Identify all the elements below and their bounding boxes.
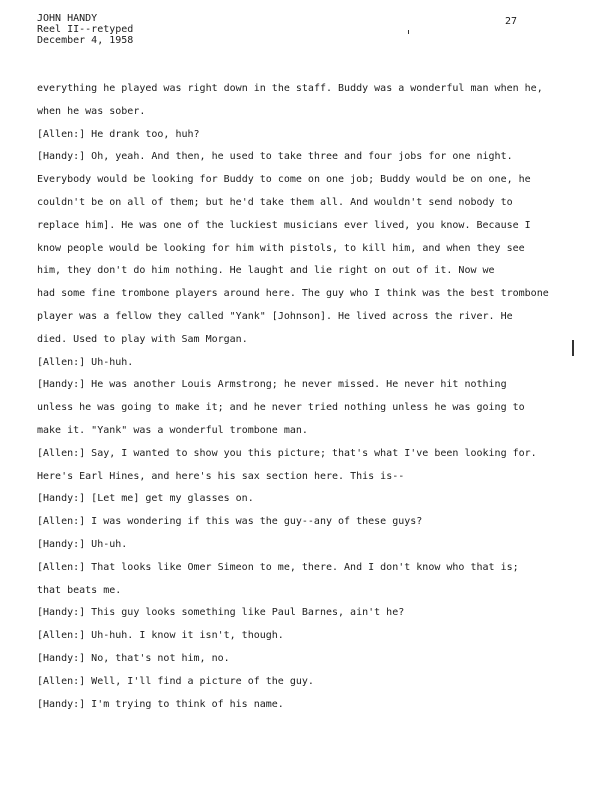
transcript-body [37, 82, 549, 720]
transcript-line [37, 492, 537, 515]
transcript-line [37, 287, 549, 310]
speaker-label: [Handy:] [37, 538, 86, 550]
transcript-line [37, 242, 537, 265]
line-text: replace him]. He was one of the luckiest musicians ever lived, you know. Because I [37, 219, 531, 231]
transcript-line [37, 538, 537, 561]
speaker-label: [Allen:] [37, 447, 86, 459]
line-text: when he was sober. [37, 105, 146, 117]
line-text: That looks like Omer Simeon to me, there. And I don't know who that is; [91, 561, 519, 573]
transcript-line [37, 219, 537, 242]
line-text: He drank too, huh? [91, 128, 200, 140]
transcript-line [37, 196, 537, 219]
transcript-line [37, 310, 537, 333]
speaker-label: [Allen:] [37, 356, 86, 368]
line-text: I'm trying to think of his name. [91, 698, 284, 710]
transcript-line [37, 333, 537, 356]
line-text: Here's Earl Hines, and here's his sax section here. This is-- [37, 470, 405, 482]
transcript-line [37, 356, 537, 379]
speaker-label: [Handy:] [37, 698, 86, 710]
line-text: Say, I wanted to show you this picture; that's what I've been looking for. [91, 447, 537, 459]
line-text: Uh-huh. I know it isn't, though. [91, 630, 284, 642]
line-text: everything he played was right down in the staff. Buddy was a wonderful man when he, [37, 83, 543, 94]
transcript-line [37, 470, 537, 493]
speaker-label: [Handy:] [37, 379, 86, 391]
line-text: No, that's not him, no. [91, 652, 230, 664]
line-text: This guy looks something like Paul Barnes, ain't he? [91, 607, 405, 619]
transcript-line [37, 173, 537, 196]
scan-mark [572, 340, 574, 356]
transcript-line [37, 401, 537, 424]
scan-mark [408, 30, 409, 34]
header-reel: Reel II--retyped [37, 24, 134, 35]
transcript-line [37, 561, 537, 584]
line-text: had some fine trombone players around here. The guy who I think was the best trombone [37, 288, 549, 300]
line-text: him, they don't do him nothing. He laught and lie right on out of it. Now we [37, 265, 495, 277]
transcript-line [37, 629, 537, 652]
line-text: [Let me] get my glasses on. [91, 493, 254, 505]
header-name: JOHN HANDY [37, 13, 98, 24]
speaker-label: [Handy:] [37, 493, 86, 505]
line-text: He was another Louis Armstrong; he never missed. He never hit nothing [91, 379, 507, 391]
line-text: unless he was going to make it; and he never tried nothing unless he was going to [37, 402, 525, 414]
transcript-line [37, 424, 537, 447]
speaker-label: [Handy:] [37, 607, 86, 619]
speaker-label: [Allen:] [37, 630, 86, 642]
speaker-label: [Allen:] [37, 561, 86, 573]
speaker-label: [Handy:] [37, 151, 86, 163]
transcript-line [37, 698, 537, 721]
line-text: make it. "Yank" was a wonderful trombone man. [37, 424, 308, 436]
line-text: I was wondering if this was the guy--any of these guys? [91, 516, 423, 528]
line-text: that beats me. [37, 584, 122, 596]
transcript-line [37, 447, 537, 470]
line-text: Uh-uh. [91, 538, 128, 550]
speaker-label: [Allen:] [37, 128, 86, 140]
line-text: Oh, yeah. And then, he used to take three and four jobs for one night. [91, 151, 513, 163]
line-text: Uh-huh. [91, 356, 134, 368]
transcript-line [37, 82, 543, 105]
page-header [37, 13, 133, 46]
transcript-line [37, 378, 537, 401]
transcript-line [37, 515, 537, 538]
line-text: couldn't be on all of them; but he'd take them all. And wouldn't send nobody to [37, 196, 513, 208]
speaker-label: [Allen:] [37, 675, 86, 687]
transcript-line [37, 606, 537, 629]
line-text: player was a fellow they called "Yank" [Johnson]. He lived across the river. He [37, 310, 513, 322]
transcript-line [37, 652, 537, 675]
transcript-line [37, 150, 537, 173]
speaker-label: [Handy:] [37, 652, 86, 664]
speaker-label: [Allen:] [37, 516, 86, 528]
header-date: December 4, 1958 [37, 35, 134, 46]
line-text: know people would be looking for him with pistols, to kill him, and when they see [37, 242, 525, 254]
transcript-line [37, 264, 537, 287]
transcript-line [37, 128, 537, 151]
line-text: Everybody would be looking for Buddy to come on one job; Buddy would be on one, he [37, 174, 531, 186]
line-text: Well, I'll find a picture of the guy. [91, 675, 314, 687]
page-number: 27 [505, 16, 518, 27]
transcript-line [37, 105, 537, 128]
transcript-line [37, 584, 537, 607]
transcript-line [37, 675, 537, 698]
line-text: died. Used to play with Sam Morgan. [37, 333, 248, 345]
